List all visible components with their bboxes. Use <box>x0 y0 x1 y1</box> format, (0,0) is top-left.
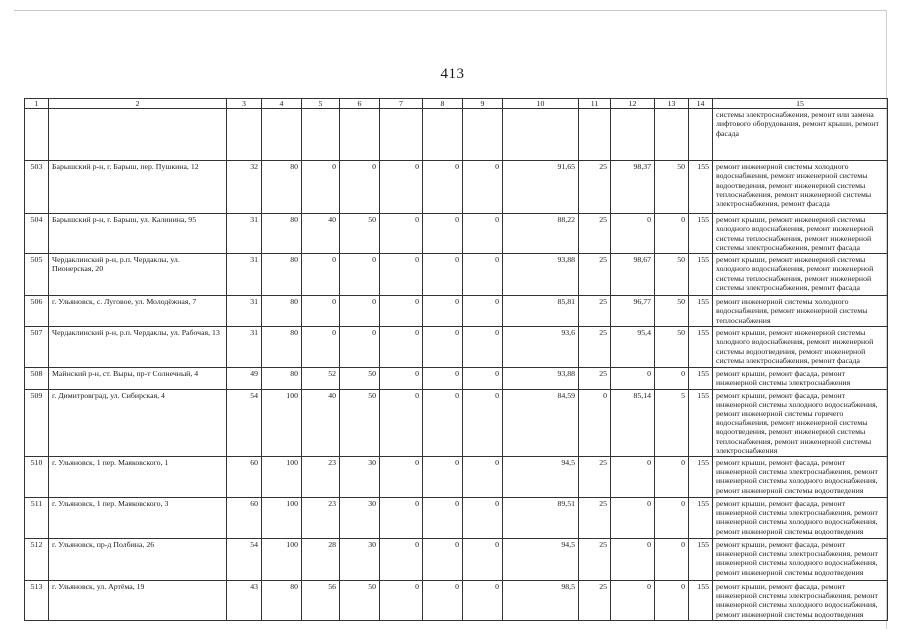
value-cell: 100 <box>262 389 302 456</box>
value-cell: 0 <box>463 214 503 254</box>
row-number: 505 <box>25 254 49 296</box>
value-cell: 50 <box>340 214 380 254</box>
value-cell: 0 <box>380 327 423 368</box>
value-cell: 40 <box>302 389 340 456</box>
value-cell: 43 <box>227 581 262 621</box>
row-number: 504 <box>25 214 49 254</box>
table-row <box>25 539 888 581</box>
value-cell: 0 <box>463 389 503 456</box>
column-header: 13 <box>655 99 689 109</box>
value-cell: 60 <box>227 498 262 539</box>
row-number: 503 <box>25 161 49 214</box>
works-cell: ремонт крыши, ремонт фасада, ремонт инженерной системы холодного водоснабжения, ремонт инженерной системы горячего водоснабжения, ремонт инженерной системы водоотведения, ремонт инженерной системы теплоснабжения, ремонт инженерной системы электроснабжения <box>713 389 888 456</box>
value-cell: 80 <box>262 296 302 327</box>
value-cell: 0 <box>463 327 503 368</box>
value-cell: 93,6 <box>503 327 579 368</box>
value-cell: 100 <box>262 539 302 581</box>
value-cell: 0 <box>463 457 503 498</box>
address-cell: г. Ульяновск, с. Луговое, ул. Молодёжная, 7 <box>49 296 227 327</box>
value-cell: 0 <box>340 161 380 214</box>
value-cell: 100 <box>262 498 302 539</box>
value-cell: 0 <box>463 161 503 214</box>
address-cell: Барышский р-н, г. Барыш, ул. Калинина, 95 <box>49 214 227 254</box>
column-header: 1 <box>25 99 49 109</box>
column-header: 3 <box>227 99 262 109</box>
row-number: 512 <box>25 539 49 581</box>
column-header: 4 <box>262 99 302 109</box>
value-cell: 155 <box>689 327 713 368</box>
register-table <box>24 98 888 621</box>
address-cell: Майнский р-н, ст. Выры, пр-т Солнечный, 4 <box>49 368 227 389</box>
value-cell: 80 <box>262 161 302 214</box>
value-cell: 0 <box>380 296 423 327</box>
value-cell: 155 <box>689 214 713 254</box>
value-cell: 0 <box>380 214 423 254</box>
works-cell: ремонт крыши, ремонт фасада, ремонт инженерной системы электроснабжения, ремонт инженерной системы холодного водоснабжения, ремонт инженерной системы водоотведения <box>713 457 888 498</box>
address-cell: Чердаклинский р-н, р.п. Чердаклы, ул. Рабочая, 13 <box>49 327 227 368</box>
value-cell: 0 <box>655 498 689 539</box>
value-cell: 0 <box>655 457 689 498</box>
value-cell: 30 <box>340 457 380 498</box>
value-cell: 50 <box>655 296 689 327</box>
value-cell: 50 <box>655 327 689 368</box>
value-cell: 0 <box>611 457 655 498</box>
value-cell: 25 <box>579 254 611 296</box>
value-cell: 31 <box>227 214 262 254</box>
page-number: 413 <box>440 66 465 82</box>
value-cell: 98,37 <box>611 161 655 214</box>
value-cell: 0 <box>380 389 423 456</box>
value-cell: 0 <box>611 498 655 539</box>
value-cell: 0 <box>380 581 423 621</box>
value-cell: 60 <box>227 457 262 498</box>
value-cell: 56 <box>302 581 340 621</box>
works-cell: ремонт крыши, ремонт инженерной системы холодного водоснабжения, ремонт инженерной системы теплоснабжения, ремонт инженерной системы электроснабжения, ремонт фасада <box>713 254 888 296</box>
value-cell: 155 <box>689 581 713 621</box>
value-cell: 54 <box>227 539 262 581</box>
value-cell: 25 <box>579 214 611 254</box>
address-cell: г. Ульяновск, 1 пер. Маяковского, 1 <box>49 457 227 498</box>
works-cell: ремонт крыши, ремонт фасада, ремонт инженерной системы электроснабжения <box>713 368 888 389</box>
value-cell: 0 <box>463 254 503 296</box>
value-cell: 98,5 <box>503 581 579 621</box>
value-cell: 155 <box>689 539 713 581</box>
value-cell: 0 <box>655 368 689 389</box>
value-cell: 50 <box>340 389 380 456</box>
value-cell: 54 <box>227 389 262 456</box>
row-number: 509 <box>25 389 49 456</box>
works-cell: системы электроснабжения, ремонт или замена лифтового оборудования, ремонт крыши, ремонт фасада <box>713 109 888 161</box>
value-cell: 0 <box>463 296 503 327</box>
value-cell: 23 <box>302 457 340 498</box>
column-header: 7 <box>380 99 423 109</box>
value-cell: 50 <box>655 161 689 214</box>
value-cell: 94,5 <box>503 539 579 581</box>
value-cell: 0 <box>655 581 689 621</box>
value-cell: 0 <box>423 214 463 254</box>
value-cell: 25 <box>579 327 611 368</box>
value-cell: 155 <box>689 457 713 498</box>
value-cell: 0 <box>302 327 340 368</box>
column-header: 5 <box>302 99 340 109</box>
value-cell: 0 <box>423 254 463 296</box>
value-cell: 88,22 <box>503 214 579 254</box>
value-cell: 50 <box>340 368 380 389</box>
value-cell: 0 <box>611 368 655 389</box>
value-cell: 0 <box>655 539 689 581</box>
works-cell: ремонт крыши, ремонт инженерной системы холодного водоснабжения, ремонт инженерной системы теплоснабжения, ремонт инженерной системы электроснабжения, ремонт фасада <box>713 214 888 254</box>
value-cell: 91,65 <box>503 161 579 214</box>
table-row <box>25 161 888 214</box>
carryover-row <box>25 109 888 161</box>
works-cell: ремонт инженерной системы холодного водоснабжения, ремонт инженерной системы теплоснабжения <box>713 296 888 327</box>
value-cell: 0 <box>423 296 463 327</box>
works-cell: ремонт крыши, ремонт фасада, ремонт инженерной системы электроснабжения, ремонт инженерной системы холодного водоснабжения, ремонт инженерной системы водоотведения <box>713 581 888 621</box>
value-cell: 80 <box>262 581 302 621</box>
value-cell: 80 <box>262 368 302 389</box>
value-cell: 0 <box>380 457 423 498</box>
value-cell: 93,88 <box>503 254 579 296</box>
value-cell: 5 <box>655 389 689 456</box>
value-cell: 0 <box>340 254 380 296</box>
value-cell: 32 <box>227 161 262 214</box>
row-number: 506 <box>25 296 49 327</box>
value-cell: 0 <box>380 368 423 389</box>
value-cell: 80 <box>262 327 302 368</box>
table-row <box>25 389 888 456</box>
value-cell: 25 <box>579 368 611 389</box>
address-cell: г. Димитровград, ул. Сибирская, 4 <box>49 389 227 456</box>
address-cell: Барышский р-н, г. Барыш, пер. Пушкина, 12 <box>49 161 227 214</box>
value-cell: 0 <box>579 389 611 456</box>
row-number: 513 <box>25 581 49 621</box>
value-cell: 25 <box>579 581 611 621</box>
value-cell: 0 <box>380 498 423 539</box>
column-header: 2 <box>49 99 227 109</box>
value-cell: 0 <box>423 368 463 389</box>
value-cell: 0 <box>655 214 689 254</box>
value-cell: 96,77 <box>611 296 655 327</box>
value-cell: 93,88 <box>503 368 579 389</box>
address-cell: г. Ульяновск, ул. Артёма, 19 <box>49 581 227 621</box>
value-cell: 0 <box>611 581 655 621</box>
value-cell: 0 <box>423 539 463 581</box>
value-cell: 155 <box>689 254 713 296</box>
table-row <box>25 327 888 368</box>
value-cell: 25 <box>579 457 611 498</box>
column-header: 8 <box>423 99 463 109</box>
value-cell: 28 <box>302 539 340 581</box>
value-cell: 0 <box>611 539 655 581</box>
value-cell: 85,14 <box>611 389 655 456</box>
value-cell: 85,81 <box>503 296 579 327</box>
value-cell: 0 <box>463 498 503 539</box>
value-cell: 0 <box>423 327 463 368</box>
address-cell: г. Ульяновск, пр-д Полбина, 26 <box>49 539 227 581</box>
works-cell: ремонт крыши, ремонт фасада, ремонт инженерной системы электроснабжения, ремонт инженерной системы холодного водоснабжения, ремонт инженерной системы водоотведения <box>713 539 888 581</box>
value-cell: 0 <box>611 214 655 254</box>
column-number-row <box>25 99 888 109</box>
address-cell: г. Ульяновск, 1 пер. Маяковского, 3 <box>49 498 227 539</box>
value-cell: 95,4 <box>611 327 655 368</box>
value-cell: 40 <box>302 214 340 254</box>
works-cell: ремонт инженерной системы холодного водоснабжения, ремонт инженерной системы водоотведения, ремонт инженерной системы теплоснабжения, ремонт инженерной системы электроснабжения, ремонт фасада <box>713 161 888 214</box>
row-number: 507 <box>25 327 49 368</box>
value-cell: 0 <box>463 539 503 581</box>
value-cell: 80 <box>262 214 302 254</box>
value-cell: 30 <box>340 498 380 539</box>
works-cell: ремонт крыши, ремонт фасада, ремонт инженерной системы электроснабжения, ремонт инженерной системы холодного водоснабжения, ремонт инженерной системы водоотведения <box>713 498 888 539</box>
value-cell: 0 <box>423 581 463 621</box>
table-row <box>25 254 888 296</box>
value-cell: 31 <box>227 296 262 327</box>
value-cell: 0 <box>340 296 380 327</box>
value-cell: 0 <box>302 296 340 327</box>
column-header: 11 <box>579 99 611 109</box>
value-cell: 0 <box>380 161 423 214</box>
value-cell: 52 <box>302 368 340 389</box>
value-cell: 80 <box>262 254 302 296</box>
value-cell: 155 <box>689 368 713 389</box>
column-header: 10 <box>503 99 579 109</box>
value-cell: 100 <box>262 457 302 498</box>
column-header: 9 <box>463 99 503 109</box>
value-cell: 50 <box>655 254 689 296</box>
value-cell: 0 <box>380 539 423 581</box>
table-row <box>25 368 888 389</box>
table-row <box>25 498 888 539</box>
value-cell: 25 <box>579 539 611 581</box>
value-cell: 23 <box>302 498 340 539</box>
value-cell: 155 <box>689 296 713 327</box>
value-cell: 30 <box>340 539 380 581</box>
row-number: 508 <box>25 368 49 389</box>
value-cell: 155 <box>689 389 713 456</box>
value-cell: 94,5 <box>503 457 579 498</box>
row-number: 510 <box>25 457 49 498</box>
value-cell: 155 <box>689 498 713 539</box>
table-row <box>25 214 888 254</box>
column-header: 12 <box>611 99 655 109</box>
address-cell: Чердаклинский р-н, р.п. Чердаклы, ул. Пионерская, 20 <box>49 254 227 296</box>
works-cell: ремонт крыши, ремонт инженерной системы холодного водоснабжения, ремонт инженерной системы водоотведения, ремонт инженерной системы электроснабжения, ремонт фасада <box>713 327 888 368</box>
value-cell: 89,51 <box>503 498 579 539</box>
value-cell: 25 <box>579 161 611 214</box>
value-cell: 0 <box>423 389 463 456</box>
value-cell: 98,67 <box>611 254 655 296</box>
value-cell: 0 <box>423 457 463 498</box>
value-cell: 0 <box>423 498 463 539</box>
value-cell: 25 <box>579 296 611 327</box>
value-cell: 31 <box>227 327 262 368</box>
value-cell: 84,59 <box>503 389 579 456</box>
table-row <box>25 457 888 498</box>
value-cell: 0 <box>463 368 503 389</box>
table-row <box>25 296 888 327</box>
value-cell: 49 <box>227 368 262 389</box>
row-number: 511 <box>25 498 49 539</box>
value-cell: 0 <box>380 254 423 296</box>
value-cell: 0 <box>423 161 463 214</box>
value-cell: 155 <box>689 161 713 214</box>
column-header: 14 <box>689 99 713 109</box>
value-cell: 0 <box>302 254 340 296</box>
value-cell: 25 <box>579 498 611 539</box>
column-header: 6 <box>340 99 380 109</box>
column-header: 15 <box>713 99 888 109</box>
value-cell: 50 <box>340 581 380 621</box>
table-row <box>25 581 888 621</box>
value-cell: 0 <box>340 327 380 368</box>
value-cell: 31 <box>227 254 262 296</box>
value-cell: 0 <box>302 161 340 214</box>
value-cell: 0 <box>463 581 503 621</box>
